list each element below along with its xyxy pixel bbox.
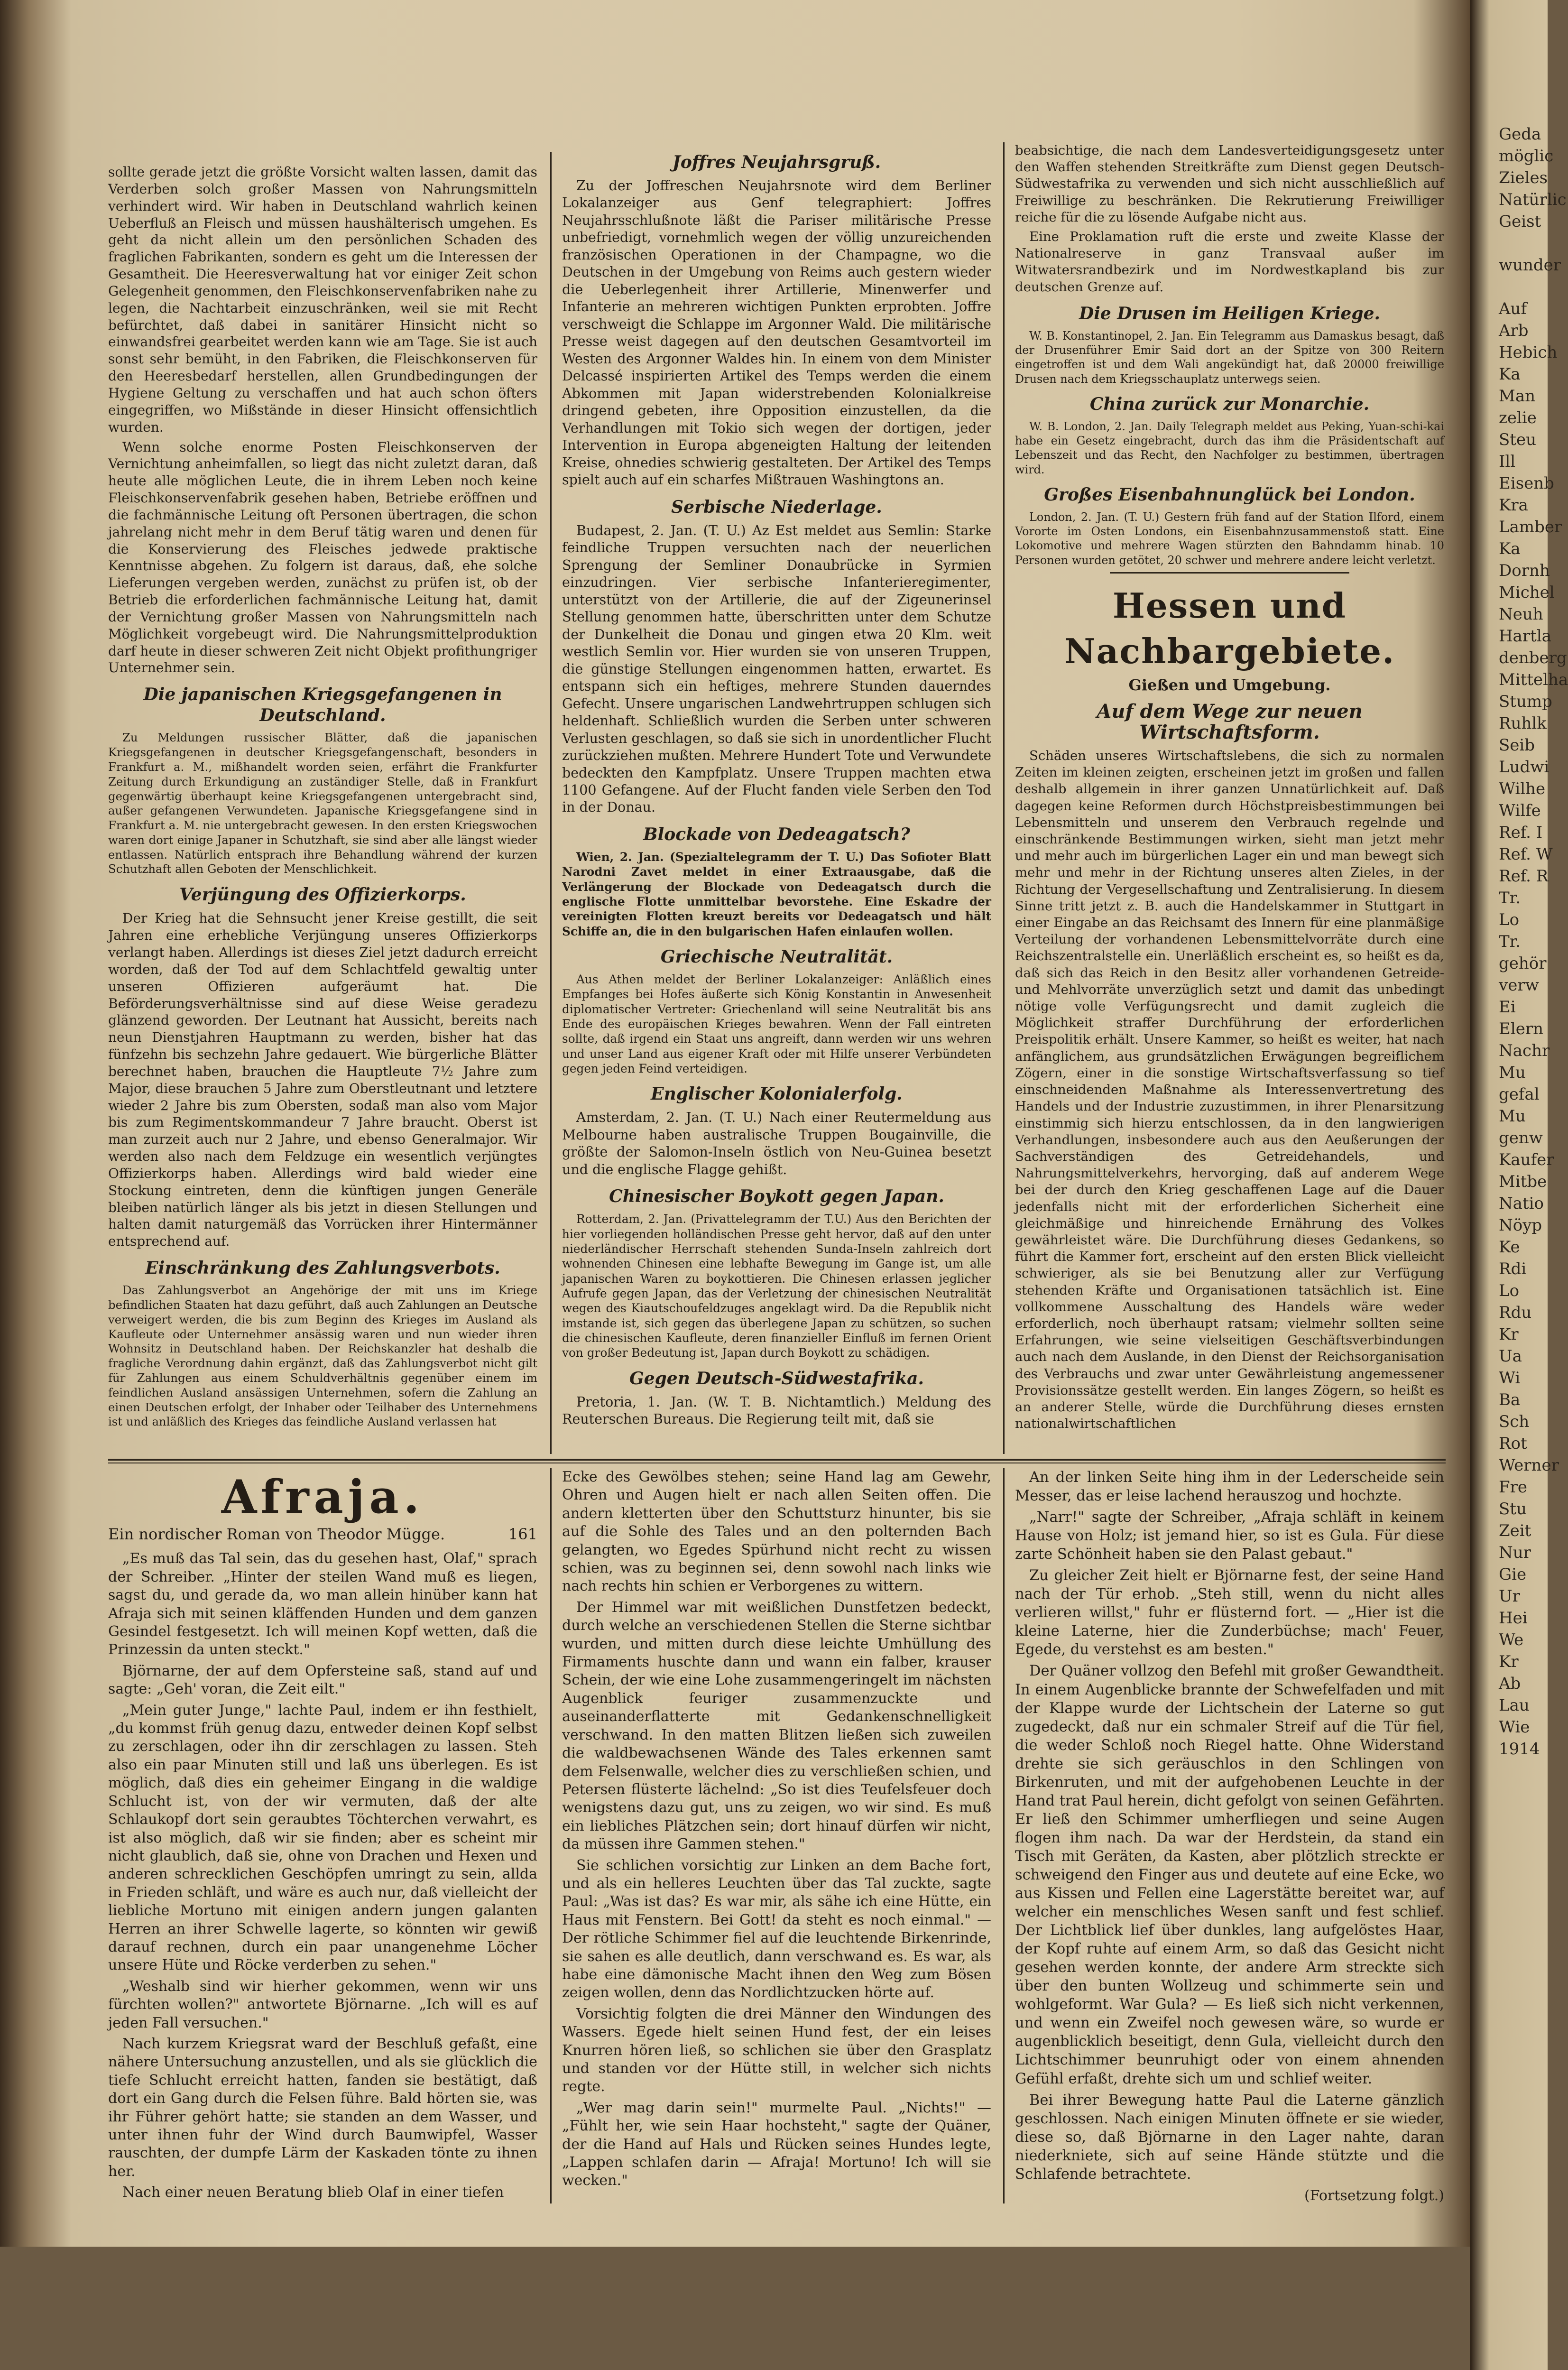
column-rule bbox=[1003, 142, 1005, 1454]
edge-text-fragment: Geist bbox=[1499, 212, 1541, 231]
edge-text-fragment: Ke bbox=[1499, 1238, 1520, 1257]
article-heading: Einschränkung des Zahlungsverbots. bbox=[145, 1258, 500, 1278]
edge-text-fragment: Werner bbox=[1499, 1456, 1559, 1475]
column-2 bbox=[562, 152, 991, 1431]
article-heading: Englischer Kolonialerfolg. bbox=[651, 1084, 903, 1104]
edge-text-fragment: denberg bbox=[1499, 648, 1567, 667]
paragraph: Bei ihrer Bewegung hatte Paul die Laterne gänzlich geschlossen. Nach einigen Minuten öffnete er sie wieder, diese so, daß Björnarne in den Lager nahte, daran niederkniete, sich auf seine Hände stützte und die Schlafende betrachtete. bbox=[1015, 2092, 1444, 2183]
paragraph: Ecke des Gewölbes stehen; seine Hand lag am Gewehr, Ohren und Augen hielt er nach allen Seiten offen. Die andern kletterten über den Schuttsturz hinunter, bis sie auf die Sohle des Tales und an den polternden Bach gelangten, wo Egedes Spürhund nicht recht zu wissen schien, was zu beginnen sei, denn sowohl nach links wie nach rechts hin schien er Verborgenes zu wittern. bbox=[562, 1469, 991, 1595]
edge-text-fragment: Lo bbox=[1499, 1281, 1520, 1300]
edge-text-fragment: Rot bbox=[1499, 1434, 1527, 1453]
edge-text-fragment: Seib bbox=[1499, 736, 1535, 755]
edge-text-fragment: 1914 bbox=[1499, 1740, 1540, 1759]
edge-text-fragment: Rdu bbox=[1499, 1303, 1532, 1322]
edge-text-fragment: Ua bbox=[1499, 1347, 1522, 1366]
edge-text-fragment: Natürlic bbox=[1499, 190, 1567, 209]
edge-text-fragment: Dornh bbox=[1499, 561, 1550, 580]
paragraph: Das Zahlungsverbot an Angehörige der mit uns im Kriege befindlichen Staaten hat dazu geführt, daß auch Zahlungen an Deutsche verweigert werden, die bis zum Beginn des Krieges im Ausland als Kaufleute oder Unternehmer ansässig waren und nun wieder ihren Wohnsitz in Deutschland haben. Der Reichskanzler hat deshalb die fragliche Verordnung dahin ergänzt, daß das Zahlungsverbot nicht gilt für Zahlungen aus einem Schuldverhältnis gegenüber einem im feindlichen Ausland ansässigen Unternehmen, sofern die Zahlung an einen Deutschen erfolgt, der Inhaber oder Teilhaber des Unternehmens ist und anläßlich des Krieges das feindliche Ausland verlassen hat bbox=[108, 1283, 537, 1429]
edge-text-fragment: Stu bbox=[1499, 1500, 1527, 1518]
edge-text-fragment: Tr. bbox=[1499, 889, 1521, 907]
paragraph: Der Krieg hat die Sehnsucht jener Kreise gestillt, die seit Jahren eine erhebliche Verjüngung unseres Offizierkorps verlangt haben. Allerdings ist dieses Ziel jetzt dadurch erreicht worden, daß der Tod auf dem Schlachtfeld gewaltig unter unseren Offizieren aufgeräumt hat. Die Beförderungsverhältnisse sind auf diese Weise geradezu glänzend geworden. Der Leutnant hat Aussicht, bereits nach neun Dienstjahren Hauptmann zu werden, bisher hat das fünfzehn bis sechzehn Jahre gedauert. Wie bürgerliche Blätter berechnet haben, brauchen die Hauptleute 7½ Jahre zum Major, diese brauchen 5 Jahre zum Oberstleutnant und letztere wieder 2 Jahre bis zum Obersten, sodaß man also vom Major bis zum Regimentskommandeur 7 Jahre braucht. Oberst ist man zurzeit auch nur 2 Jahre, und ebenso Generalmajor. Wir werden also nach dem Feldzuge ein wesentlich verjüngtes Offizierkorps haben. Allerdings wird bald wieder eine Stockung eintreten, denn die künftigen jungen Generäle bleiben natürlich länger als bis jetzt in diesen Stellungen und halten damit naturgemäß das Vorrücken ihrer Hintermänner entsprechend auf. bbox=[108, 910, 537, 1250]
edge-text-fragment: Ka bbox=[1499, 365, 1521, 384]
article-heading: Chinesischer Boykott gegen Japan. bbox=[609, 1186, 944, 1207]
article-heading: Griechische Neutralität. bbox=[660, 947, 893, 967]
edge-text-fragment: Wie bbox=[1499, 1718, 1530, 1737]
edge-text-fragment: Ill bbox=[1499, 452, 1516, 471]
novel-column-1 bbox=[108, 1468, 537, 2205]
article-heading: Joffres Neujahrsgruß. bbox=[672, 152, 881, 172]
edge-text-fragment: gefal bbox=[1499, 1085, 1540, 1104]
edge-text-fragment: Hebich bbox=[1499, 343, 1558, 362]
edge-text-fragment: Wilhe bbox=[1499, 779, 1546, 798]
paragraph: W. B. Konstantinopel, 2. Jan. Ein Telegramm aus Damaskus besagt, daß der Drusenführer Emir Said dort an der Spitze von 300 Reitern eingetroffen ist und dem Wali angekündigt hat, daß 20000 freiwillige Drusen nach dem Kriegsschauplatz unterwegs seien. bbox=[1015, 329, 1444, 386]
paragraph: Wien, 2. Jan. (Spezialtelegramm der T. U.) Das Sofioter Blatt Narodni Zavet meldet in einer Extraausgabe, daß die Verlängerung der Blockade von Dedeagatsch durch die englische Flotte unmittelbar bevorstehe. Eine Eskadre der vereinigten Flotten kreuzt bereits vor Dedeagatsch und hält Schiffe an, die in den bulgarischen Hafen einlaufen wollen. bbox=[562, 850, 991, 938]
edge-text-fragment: genw bbox=[1499, 1129, 1543, 1148]
column-1 bbox=[108, 164, 537, 1432]
edge-text-fragment: Ab bbox=[1499, 1674, 1521, 1693]
column-rule bbox=[550, 152, 552, 1454]
edge-text-fragment: Ka bbox=[1499, 539, 1521, 558]
edge-text-fragment: Stump bbox=[1499, 692, 1552, 711]
edge-text-fragment: Zeit bbox=[1499, 1521, 1531, 1540]
edge-text-fragment: Steu bbox=[1499, 430, 1536, 449]
edge-text-fragment: Wi bbox=[1499, 1369, 1521, 1388]
edge-text-fragment: Hartla bbox=[1499, 627, 1551, 646]
edge-text-fragment: Kaufer bbox=[1499, 1150, 1554, 1169]
edge-text-fragment: Fre bbox=[1499, 1478, 1527, 1497]
paragraph: Zu Meldungen russischer Blätter, daß die japanischen Kriegsgefangenen in deutscher Kriegsgefangenschaft, besonders in Frankfurt a. M., mißhandelt worden seien, erfährt die Frankfurter Zeitung durch Erkundigung an zuständiger Stelle, daß in Frankfurt gegenwärtig überhaupt keine Kriegsgefangenen untergebracht sind, außer gefangenen Verwundeten. Japanische Kriegsgefangene sind in Frankfurt a. M. nie untergebracht gewesen. In den ersten Kriegswochen waren dort einige Japaner in Schutzhaft, sie sind aber alle längst wieder entlassen. Natürlich entsprach ihre Behandlung während der kurzen Schutzhaft allen Geboten der Menschlichkeit. bbox=[108, 731, 537, 876]
edge-text-fragment: Ref. W bbox=[1499, 845, 1553, 864]
paragraph: Sie schlichen vorsichtig zur Linken an dem Bache fort, und als ein helleres Leuchten über das Tal zuckte, sagte Paul: „Was ist das? Es war mir, als sähe ich eine Hütte, ein Haus mit Fenstern. Bei Gott! da steht es noch einmal." — Der rötliche Schimmer fiel auf die leuchtende Birkenrinde, sie sahen es alle deutlich, dann verschwand es. Es war, als habe eine dämonische Macht ihnen den Weg zum Bösen zeigen wollen, denn das Nordlichtzucken hörte auf. bbox=[562, 1857, 991, 2001]
paragraph: Björnarne, der auf dem Opfersteine saß, stand auf und sagte: „Geh' voran, die Zeit eilt." bbox=[108, 1662, 537, 1698]
edge-text-fragment: Auf bbox=[1499, 299, 1527, 318]
paragraph: An der linken Seite hing ihm in der Lederscheide sein Messer, das er leise lachend herauszog und hochzte. bbox=[1015, 1469, 1444, 1505]
paragraph: Schäden unseres Wirtschaftslebens, die sich zu normalen Zeiten im kleinen zeigten, erscheinen jetzt im großen und fallen deshalb allgemein in ihrer ganzen Unnatürlichkeit auf. Daß dagegen keine Reformen durch Höchstpreisbestimmungen bei Lebensmitteln und unserem den Verbrauch regelnde und einschränkende Bestimmungen wirken, sieht man jetzt mehr und mehr auch im bürgerlichen Lager ein und man bewegt sich mehr und mehr in der Richtung unseres alten Zieles, in der Richtung der Vergesellschaftung und Zentralisierung. In diesem Sinne tritt jetzt z. B. auch die Handelskammer in Stuttgart in einer Eingabe an das Reichsamt des Innern für eine planmäßige Verteilung der vorhandenen Lebensmittelvorräte durch eine Reichszentralstelle ein. Unerläßlich erscheint es, so heißt es da, daß sich das Reich in den Besitz aller vorhandenen Getreide- und Mehlvorräte unverzüglich setzt und damit das unbedingt nötige volle Verfügungsrecht und damit zugleich die Möglichkeit straffer Durchführung der erforderlichen Preispolitik erhält. Unsere Kammer, so heißt es weiter, hat nach anfänglichem, aus grundsätzlichen Erwägungen begreiflichem Zögern, einer in die sonstige Wirtschaftsverfassung so tief einschneidenden Maßnahme als Interessenvertretung des Handels und der Industrie zuzustimmen, in ihrer Plenarsitzung einstimmig sich hierzu entschlossen, da in den langwierigen Verhandlungen, insbesondere auch aus den Aeußerungen der Sachverständigen des Getreidehandels, und Nahrungsmittelverkehrs, hervorging, daß auf anderem Wege bei der durch den Krieg geschaffenen Lage auf die Dauer jedenfalls nicht mit der erforderlichen Sicherheit eine gleichmäßige und hinreichende Ernährung des Volkes gewährleistet wäre. Die Durchführung dieses Gedankens, so führt die Kammer fort, erscheint auf den ersten Blick vielleicht schwieriger, als sie bei Benutzung aller zur Verfügung stehenden Kräfte und Organisationen tatsächlich ist. Eine vollkommene Ausschaltung des Handels wäre weder erforderlich, noch überhaupt ratsam; vielmehr sollten seine Erfahrungen, wie seine vielseitigen Geschäftsverbindungen auch nach dem Auslande, in den Dienst der Reichsorganisation des Verbrauchs und zwar unter Gewährleistung angemessener Provisionssätze gestellt werden. Ein langes Zögern, so heißt es an anderer Stelle, würde die Durchführung dieses ernsten nationalwirtschaftlichen bbox=[1015, 748, 1444, 1432]
edge-text-fragment: Ei bbox=[1499, 998, 1516, 1017]
column-rule bbox=[550, 1468, 552, 2203]
edge-text-fragment: Geda bbox=[1499, 125, 1541, 144]
paragraph: Zu der Joffreschen Neujahrsnote wird dem Berliner Lokalanzeiger aus Genf telegraphiert: Joffres Neujahrsschlußnote läßt die Pariser militärische Presse unbefriedigt, vornehmlich wegen der völlig unzureichenden französischen Operationen in der Champagne, wo die Deutschen in der Umgebung von Reims auch gestern wieder die Ueberlegenheit ihrer Artillerie, Minenwerfer und Infanterie an mehreren wichtigen Punkten erprobten. Joffre verschweigt die Schlappe im Argonner Wald. Die militärische Presse weist dagegen auf den deutschen Gesamtvorteil im Westen des Argonner Waldes hin. In einem von dem Minister Delcassé inspirierten Artikel des Temps werden die einem Abkommen mit Japan widerstrebenden Kolonialkreise dringend gebeten, ihre Opposition einzustellen, da die Verhandlungen mit Tokio sich wegen der dortigen, jeder Intervention in Europa abgeneigten Haltung der leitenden Kreise, ohnedies schwierig gestalteten. Der Artikel des Temps spielt auch auf ein scharfes Mißtrauen Washingtons an. bbox=[562, 178, 991, 488]
paragraph: Der Himmel war mit weißlichen Dunstfetzen bedeckt, durch welche an verschiedenen Stellen die Sterne sichtbar wurden, und mitten durch diese leichte Umhüllung des Firmaments huschte dann und wann ein falber, krauser Schein, der wie eine Lohe zusammengeringelt im nächsten Augenblick feuriger zusammenzuckte und auseinanderflatterte mit Gedankenschnelligkeit verschwand. In den matten Blitzen ließen sich zuweilen die waldbewachsenen Wände des Tales erkennen samt dem Felsenwalle, welcher dies zu verschließen schien, und Petersen flüsterte lächelnd: „So ist dies Teufelsfeuer doch wenigstens dazu gut, uns zu zeigen, wo wir sind. Es muß ein liebliches Plätzchen sein; dort hinauf dürfen wir nicht, da müssen ihre Gammen stehen." bbox=[562, 1599, 991, 1853]
paragraph: Aus Athen meldet der Berliner Lokalanzeiger: Anläßlich eines Empfanges bei Hofes äußerte sich König Konstantin in Anwesenheit diplomatischer Vertreter: Griechenland will seine Neutralität bis ans Ende des europäischen Krieges bewahren. Wenn der Fall eintreten sollte, daß irgend ein Staat uns angreift, dann werden wir uns wehren und unser Land aus eigener Kraft oder mit Hilfe unserer Verbündeten gegen jeden Feind verteidigen. bbox=[562, 972, 991, 1076]
edge-text-fragment: Sch bbox=[1499, 1412, 1530, 1431]
adjacent-page-edge bbox=[1470, 0, 1568, 2370]
paragraph: W. B. London, 2. Jan. Daily Telegraph meldet aus Peking, Yuan-schi-kai habe ein Gesetz eingebracht, durch das ihm die Präsidentschaft auf Lebenszeit und das Recht, den Nachfolger zu bestimmen, übertragen wird. bbox=[1015, 419, 1444, 476]
paragraph: Vorsichtig folgten die drei Männer den Windungen des Wassers. Egede hielt seinen Hund fest, der ein leises Knurren hören ließ, so schlichen sie über den Grasplatz und standen vor der Hütte still, in welcher sich nichts regte. bbox=[562, 2005, 991, 2095]
edge-text-fragment: Hei bbox=[1499, 1609, 1528, 1628]
paragraph: Wenn solche enorme Posten Fleischkonserven der Vernichtung anheimfallen, so liegt das nicht zuletzt daran, daß heute alle möglichen Leute, die in ihrem Leben noch keine Fleischkonservenfabrik gesehen haben, Betriebe eröffnen und die fachmännische Leitung oft Personen übertragen, die schon jahrelang nicht mehr in dem Beruf tätig waren und denen für die Konservierung des Fleisches jedwede praktische Kenntnisse abgehen. Zu folgern ist daraus, daß, ehe solche Lieferungen vergeben werden, zunächst zu prüfen ist, ob der Betrieb die erforderlichen fachmännische Leitung hat, damit der Vernichtung großer Massen von Nahrungsmitteln nach Möglichkeit vorgebeugt wird. Die Nahrungsmittelproduktion darf heute in dieser schweren Zeit nicht Objekt profithungriger Unternehmer sein. bbox=[108, 439, 537, 676]
edge-text-fragment: We bbox=[1499, 1630, 1524, 1649]
edge-text-fragment: Arb bbox=[1499, 321, 1529, 340]
edge-text-fragment: Ba bbox=[1499, 1390, 1521, 1409]
article-heading: Die japanischen Kriegsgefangenen in Deutschland. bbox=[143, 685, 502, 726]
paragraph: Zu gleicher Zeit hielt er Björnarne fest, der seine Hand nach der Tür erhob. „Steh still, wenn du nicht alles verlieren willst," fuhr er flüsternd fort. — „Hier ist die kleine Laterne, hier die Zunderbüchse; mach' Feuer, Egede, du verstehst es am besten." bbox=[1015, 1567, 1444, 1658]
edge-text-fragment: Eisenb bbox=[1499, 474, 1554, 493]
edge-text-fragment: wunder bbox=[1499, 256, 1561, 275]
edge-text-fragment: Ludwi bbox=[1499, 758, 1550, 777]
article-heading: Verjüngung des Offizierkorps. bbox=[179, 885, 466, 905]
continuation-note: (Fortsetzung folgt.) bbox=[1304, 2187, 1444, 2204]
novel-column-3 bbox=[1015, 1468, 1444, 2205]
edge-text-fragment: Ref. R bbox=[1499, 867, 1549, 886]
installment-number: 161 bbox=[508, 1525, 537, 1543]
edge-text-fragment: Nachr bbox=[1499, 1041, 1550, 1060]
novel-subtitle: Ein nordischer Roman von Theodor Mügge. bbox=[108, 1525, 445, 1543]
edge-text-fragment: Ruhlk bbox=[1499, 714, 1547, 733]
edge-text-fragment bbox=[1470, 276, 1548, 298]
column-rule bbox=[1003, 1468, 1005, 2203]
novel-title: Afraja. bbox=[221, 1470, 424, 1524]
edge-text-fragment: Ref. I bbox=[1499, 823, 1543, 842]
edge-text-fragment: Rdi bbox=[1499, 1259, 1527, 1278]
novel-byline bbox=[108, 1525, 537, 1543]
edge-text-fragment: Mittelha bbox=[1499, 670, 1568, 689]
edge-text-fragment: zelie bbox=[1499, 408, 1537, 427]
paragraph: Der Quäner vollzog den Befehl mit großer Gewandtheit. In einem Augenblicke brannte der Schwefelfaden und mit der Klappe wurde der Lichtschein der Laterne so gut zugedeckt, daß nur ein schmaler Streif auf die Tür fiel, die weder Schloß noch Riegel hatte. Ohne Widerstand drehte sie sich geräuschlos in den Schlingen von Birkenruten, und mit der aufgehobenen Leuchte in der Hand trat Paul herein, dicht gefolgt von seinen Gefährten. Er ließ den Schimmer umherfliegen und seine Augen flogen ihm nach. Da war der Herdstein, da stand ein Tisch mit Geräten, da Kasten, aber plötzlich streckte er schweigend den Finger aus und deutete auf eine Ecke, wo aus Kissen und Fellen eine Lagerstätte bereitet war, auf welcher ein menschliches Wesen sanft und fest schlief. Der Lichtblick lief über dunkles, lang aufgelöstes Haar, der Kopf ruhte auf einem Arm, so daß das Gesicht nicht gesehen werden konnte, der andere Arm streckte sich über den bunten Wollzeug und schimmerte sein und wohlgeformt. War Gula? — Es ließ sich nicht verkennen, und wenn ein Zweifel noch gewesen wäre, so wurde er augenblicklich beseitigt, denn Gula, vielleicht durch den Lichtschimmer beunruhigt oder von einem ahnenden Gefühl erfaßt, drehte sich um und schlief weiter. bbox=[1015, 1663, 1444, 2087]
column-3 bbox=[1015, 142, 1444, 1435]
paragraph: „Narr!" sagte der Schreiber, „Afraja schläft in keinem Hause von Holz; ist jemand hier, so ist es Gula. Für diese zarte Schönheit haben sie den Palast gebaut." bbox=[1015, 1509, 1444, 1563]
edge-text-fragment: Mitbe bbox=[1499, 1172, 1547, 1191]
edge-text-fragment: möglic bbox=[1499, 147, 1554, 166]
edge-text-fragment: Neuh bbox=[1499, 605, 1543, 624]
paragraph: Nach kurzem Kriegsrat ward der Beschluß gefaßt, eine nähere Untersuchung anzustellen, und als sie glücklich die tiefe Schlucht erreicht hatten, fanden sie bestätigt, daß dort ein Gang durch die Felsen führe. Bald hörten sie, was ihr Führer gehört hatte; sie standen an dem Wasser, und unter ihnen fuhr der Wind durch Baumwipfel, Wasser rauschten, der dumpfe Lärm der Kaskaden tönte zu ihnen her. bbox=[108, 2035, 537, 2180]
edge-text-fragment: Ur bbox=[1499, 1587, 1520, 1606]
edge-text-fragment: verw bbox=[1499, 976, 1539, 995]
edge-text-fragment: Nur bbox=[1499, 1543, 1531, 1562]
feuilleton-rule bbox=[108, 1459, 1446, 1461]
edge-text-fragment: Natio bbox=[1499, 1194, 1544, 1213]
article-heading: Serbische Niederlage. bbox=[671, 497, 882, 517]
edge-text-fragment: Lau bbox=[1499, 1696, 1530, 1715]
section-subtitle: Gießen und Umgebung. bbox=[1128, 676, 1331, 694]
paragraph: „Wer mag darin sein!" murmelte Paul. „Nichts!" — „Fühlt her, wie sein Haar hochsteht," sagte der Quäner, der die Hand auf Hals und Rücken seines Hundes legte, „Lappen schlafen darin — Afraja! Mortuno! Ich will sie wecken." bbox=[562, 2099, 991, 2189]
paragraph: Pretoria, 1. Jan. (W. T. B. Nichtamtlich.) Meldung des Reuterschen Bureaus. Die Regierung teilt mit, daß sie bbox=[562, 1394, 991, 1427]
edge-text-fragment: Mu bbox=[1499, 1063, 1526, 1082]
paragraph: Budapest, 2. Jan. (T. U.) Az Est meldet aus Semlin: Starke feindliche Truppen versuchten nach der neuerlichen Sprengung der Semliner Donaubrücke in Syrmien einzudringen. Vier serbische Infanterieregimenter, unterstützt von der Artillerie, die auf der Zigeunerinsel Stellung genommen hatte, überschritten unter dem Schutze der Dunkelheit die Donau und gingen etwa 20 Klm. weit westlich Semlin vor. Hier wurden sie von unseren Truppen, die günstige Stellungen eingenommen hatten, erwartet. Es entspann sich ein heftiges, mehrere Stunden dauerndes Gefecht. Unsere ungarischen Landwehrtruppen schlugen sich heldenhaft. Schließlich wurden die Serben unter schweren Verlusten geschlagen, so daß sie sich in unordentlicher Flucht zurückziehen mußten. Mehrere Hundert Tote und Verwundete bedeckten den Kampfplatz. Unsere Truppen machten etwa 1100 Gefangene. Auf der Flucht fanden viele Serben den Tod in der Donau. bbox=[562, 522, 992, 815]
edge-text-fragment: Kr bbox=[1499, 1325, 1519, 1344]
article-heading: Auf dem Wege zur neuen Wirtschaftsform. bbox=[1097, 700, 1363, 744]
paragraph: sollte gerade jetzt die größte Vorsicht walten lassen, damit das Verderben solch großer Massen von Nahrungsmitteln verhindert wird. Wir haben in Deutschland wahrlich keinen Ueberfluß an Fleisch und müssen haushälterisch umgehen. Es geht da nicht allein um den persönlichen Schaden des fraglichen Fabrikanten, sondern es geht um die Interessen der Gesamtheit. Die Heeresverwaltung hat vor einiger Zeit schon Gelegenheit genommen, den Fleischkonservenfabriken nahe zu legen, die Nachtarbeit einzuschränken, weil sie mit Recht befürchtet, daß dabei in sanitärer Hinsicht nicht so einwandsfrei gearbeitet werden kann wie am Tage. Sie ist auch sonst sehr bemüht, in den Fabriken, die Fleischkonserven für den Heeresbedarf herstellen, allen Grundbedingungen der Hygiene Geltung zu verschaffen und hat auch schon öfters eingegriffen, wo Mißstände in dieser Hinsicht offensichtlich wurden. bbox=[108, 164, 537, 435]
novel-column-2 bbox=[562, 1468, 991, 2193]
section-title: Hessen und Nachbargebiete. bbox=[1064, 585, 1395, 671]
edge-text-fragment: Tr. bbox=[1499, 932, 1521, 951]
paragraph: London, 2. Jan. (T. U.) Gestern früh fand auf der Station Ilford, einem Vororte im Osten Londons, ein Eisenbahnzusammenstoß statt. Eine Lokomotive und mehrere Wagen stürzten den Bahndamm hinab. 10 Personen wurden getötet, 20 schwer und mehrere andere leicht verletzt. bbox=[1015, 510, 1444, 567]
article-heading: Die Drusen im Heiligen Kriege. bbox=[1079, 303, 1381, 324]
paragraph: Nach einer neuen Beratung blieb Olaf in einer tiefen bbox=[122, 2184, 504, 2201]
paragraph: „Mein guter Junge," lachte Paul, indem er ihn festhielt, „du kommst früh genug dazu, entweder deinen Kopf selbst zu zerschlagen, oder ihn dir zerschlagen zu lassen. Steh also ein paar Minuten still und laß uns überlegen. Es ist möglich, daß dies ein geheimer Eingang in die waldige Schlucht ist, von der wir vermuten, daß der alte Schlaukopf dort sein geraubtes Töchterchen verwahrt, es ist also möglich, daß wir sie finden; aber es scheint mir nicht glaublich, daß sie, ohne von Drachen und Hexen und anderen schrecklichen Geschöpfen umringt zu sein, allda in Frieden schläft, und wäre es auch nur, daß vielleicht der liebliche Mortuno mit einigen andern jungen galanten Herren an ihrer Schwelle lagerte, so könnten wir gewiß darauf rechnen, durch ein paar unangenehme Löcher unsere Hüte und Röcke verderben zu sehen." bbox=[108, 1702, 537, 1974]
article-heading: China zurück zur Monarchie. bbox=[1089, 394, 1370, 414]
edge-text-fragment: Kr bbox=[1499, 1652, 1519, 1671]
paragraph: beabsichtige, die nach dem Landesverteidigungsgesetz unter den Waffen stehenden Streitkräfte zum Dienst gegen Deutsch-Südwestafrika zu verwenden und sich nicht ausschließlich auf Freiwillige zu beschränken. Die Rekrutierung Freiwilliger reiche für die zu lösende Aufgabe nicht aus. bbox=[1015, 143, 1444, 225]
section-divider bbox=[1110, 572, 1349, 574]
edge-text-fragment: Zieles bbox=[1499, 168, 1548, 187]
edge-text-fragment: Kra bbox=[1499, 496, 1528, 515]
paragraph: Amsterdam, 2. Jan. (T. U.) Nach einer Reutermeldung aus Melbourne haben australische Truppen Bougainville, die größte der Salomon-Inseln östlich von Neu-Guinea besetzt und die englische Flagge gehißt. bbox=[562, 1110, 991, 1177]
edge-text-fragment: Mu bbox=[1499, 1107, 1526, 1126]
article-heading: Großes Eisenbahnunglück bei London. bbox=[1044, 484, 1415, 505]
edge-text-fragment: Man bbox=[1499, 387, 1535, 406]
edge-text-fragment: Michel bbox=[1499, 583, 1555, 602]
edge-text-fragment: Lamber bbox=[1499, 518, 1562, 537]
edge-text-fragment: Nöyp bbox=[1499, 1216, 1542, 1235]
article-heading: Gegen Deutsch-Südwestafrika. bbox=[629, 1368, 924, 1389]
paragraph: „Es muß das Tal sein, das du gesehen hast, Olaf," sprach der Schreiber. „Hinter der steilen Wand muß es liegen, sagst du, und gerade da, wo man allein hinüber kann hat Afraja sich mit seinen kläffenden Hunden und dem ganzen Gesindel festgesetzt. Ich will meinen Kopf wetten, daß die Prinzessin da unten steckt." bbox=[108, 1550, 537, 1658]
edge-text-fragment: Gie bbox=[1499, 1565, 1527, 1584]
edge-text-fragment: Wilfe bbox=[1499, 801, 1541, 820]
article-heading: Blockade von Dedeagatsch? bbox=[643, 824, 910, 844]
paragraph: „Weshalb sind wir hierher gekommen, wenn wir uns fürchten wollen?" antwortete Björnarne. „Ich will es auf jeden Fall versuchen." bbox=[108, 1978, 537, 2031]
edge-text-fragment: Lo bbox=[1499, 910, 1520, 929]
paragraph: Eine Proklamation ruft die erste und zweite Klasse der Nationalreserve in ganz Transvaal außer im Witwatersrandbezirk und im Nordwestkapland bis zur deutschen Grenze auf. bbox=[1015, 229, 1444, 295]
edge-text-fragment bbox=[1470, 232, 1548, 254]
paragraph: Rotterdam, 2. Jan. (Privattelegramm der T.U.) Aus den Berichten der hier vorliegenden holländischen Presse geht hervor, daß auf den unter niederländischer Herrschaft stehenden Sunda-Inseln zahlreich dort wohnenden Chinesen eine lebhafte Bewegung im Gange ist, um alle japanischen Waren zu boykottieren. Die Chinesen erlassen jeglicher Aufrufe gegen Japan, das der Verletzung der chinesischen Neutralität wegen des Kiautschoufeldzuges angeklagt wird. Da die Republik nicht imstande ist, sich gegen das überlegene Japan zu schützen, so suchen die chinesischen Kaufleute, deren finanzieller Einfluß im fernen Orient von großer Bedeutung ist, Japan durch Boykott zu schädigen. bbox=[562, 1212, 991, 1360]
edge-text-fragment: gehör bbox=[1499, 954, 1547, 973]
edge-text-fragment: Elern bbox=[1499, 1019, 1543, 1038]
